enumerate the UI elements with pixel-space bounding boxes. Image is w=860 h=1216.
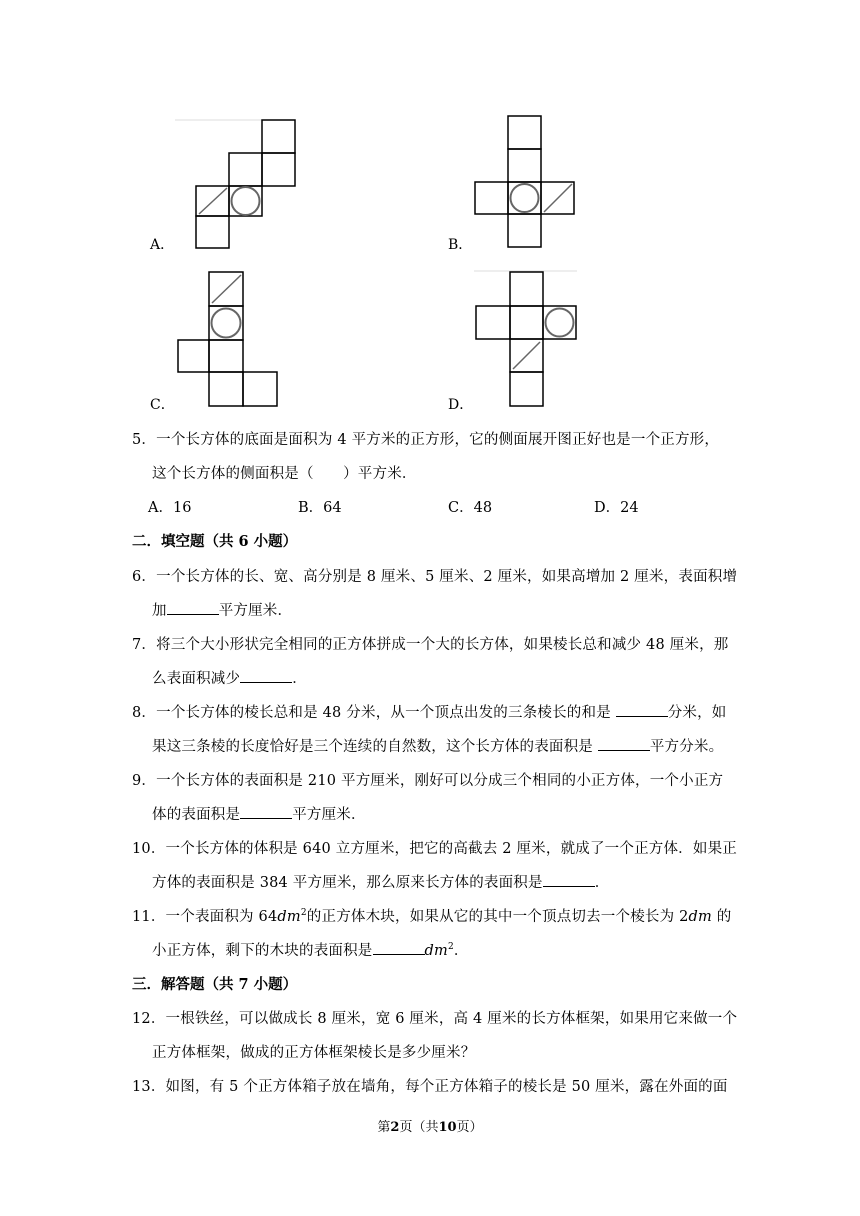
q12-line2: 正方体框架，做成的正方体框架棱长是多少厘米？ (152, 1045, 476, 1061)
footer-middle: 页（共 (399, 1120, 439, 1135)
q10-line2 (152, 871, 609, 892)
q7-line1: 7．将三个大小形状完全相同的正方体拼成一个大的长方体，如果棱长总和减少 48 厘米，那 (132, 637, 729, 653)
q12-line1: 12．一根铁丝，可以做成长 8 厘米，宽 6 厘米，高 4 厘米的长方体框架，如果用它来做一个 (132, 1011, 738, 1027)
q8-answer-blank-1[interactable] (616, 702, 668, 717)
q9-text-a: 体的表面积是 (152, 807, 241, 823)
footer-total-pages: 10 (438, 1120, 457, 1135)
q5-line2: 这个长方体的侧面积是（ ）平方米． (152, 466, 417, 482)
q8-text-b: 分米，如 (667, 705, 727, 721)
q11-line2 (152, 939, 469, 960)
q8-text-c: 果这三条棱的长度恰好是三个连续的自然数，这个长方体的表面积是 (152, 739, 598, 755)
q10-text-a: 方体的表面积是 384 平方厘米，那么原来长方体的表面积是 (152, 875, 543, 891)
option-c-label: C． (150, 397, 175, 413)
page-footer (0, 1116, 860, 1135)
option-a-label: A． (150, 237, 175, 253)
q11-unit-dm-2: dm (688, 909, 712, 925)
q5-line1: 5．一个长方体的底面是面积为 4 平方米的正方形，它的侧面展开图正好也是一个正方形， (132, 432, 720, 448)
q8-line2 (152, 735, 723, 756)
q6-answer-blank[interactable] (167, 600, 219, 615)
q10-answer-blank[interactable] (543, 872, 595, 887)
q10-text-b: ． (594, 875, 610, 891)
q8-line1 (132, 701, 727, 722)
q10-line1: 10．一个长方体的体积是 640 立方厘米，把它的高截去 2 厘米，就成了一个正方体．如果正 (132, 841, 737, 857)
q8-text-d: 平方分米。 (649, 739, 724, 755)
q9-line1: 9．一个长方体的表面积是 210 平方厘米，刚好可以分成三个相同的小正方体，一个小正方 (132, 773, 724, 789)
option-b-label: B． (448, 237, 473, 253)
q13-line1: 13．如图，有 5 个正方体箱子放在墙角，每个正方体箱子的棱长是 50 厘米，露在外面的面 (132, 1079, 728, 1095)
q5-choice-c: C．48 (448, 500, 493, 516)
q11-line1 (132, 905, 731, 926)
q9-text-b: 平方厘米． (292, 807, 366, 823)
q6-text-b: 平方厘米． (218, 603, 293, 619)
footer-suffix: 页） (456, 1120, 483, 1135)
q9-line2 (152, 803, 366, 824)
q8-answer-blank-2[interactable] (598, 736, 650, 751)
q6-line2 (152, 599, 292, 620)
q11-unit-dm: dm (277, 909, 301, 925)
option-d-label: D． (448, 397, 474, 413)
q11-exponent-2: 2 (447, 942, 454, 953)
net-figure-d (472, 266, 582, 410)
q5-choice-a: A．16 (148, 500, 192, 516)
q7-text-a: 么表面积减少 (152, 671, 241, 687)
q11-text-b: 的正方体木块，如果从它的其中一个顶点切去一个棱长为 2 (306, 909, 689, 925)
q11-text-c: 的 (711, 909, 732, 925)
section-fill-in-title: 二．填空题（共 6 小题） (132, 533, 298, 550)
q7-text-b: ． (292, 671, 307, 687)
q8-text-a: 8．一个长方体的棱长总和是 48 分米，从一个顶点出发的三条棱长的和是 (132, 705, 616, 721)
q11-text-e: ． (453, 943, 469, 959)
q11-answer-blank[interactable] (373, 940, 425, 955)
q11-exponent: 2 (300, 908, 307, 919)
q11-text-d: 小正方体，剩下的木块的表面积是 (152, 943, 373, 959)
q7-line2 (152, 667, 307, 688)
q11-unit-dm-3: dm (424, 943, 448, 959)
net-figure-c (174, 268, 284, 410)
q7-answer-blank[interactable] (240, 668, 292, 683)
q5-choice-d: D．24 (594, 500, 639, 516)
q11-text-a: 11．一个表面积为 64 (132, 909, 278, 925)
net-figure-a (170, 114, 300, 250)
q5-choice-b: B．64 (298, 500, 342, 516)
footer-prefix: 第 (377, 1120, 391, 1135)
section-answer-title: 三．解答题（共 7 小题） (132, 976, 298, 993)
q6-text-a: 加 (152, 603, 167, 619)
footer-page-number: 2 (390, 1120, 400, 1135)
q5-choices (148, 496, 639, 517)
q6-line1: 6．一个长方体的长、宽、高分别是 8 厘米、5 厘米、2 厘米，如果高增加 2 厘米，表面积增 (132, 569, 738, 585)
net-figure-b (472, 114, 578, 250)
q9-answer-blank[interactable] (240, 804, 292, 819)
